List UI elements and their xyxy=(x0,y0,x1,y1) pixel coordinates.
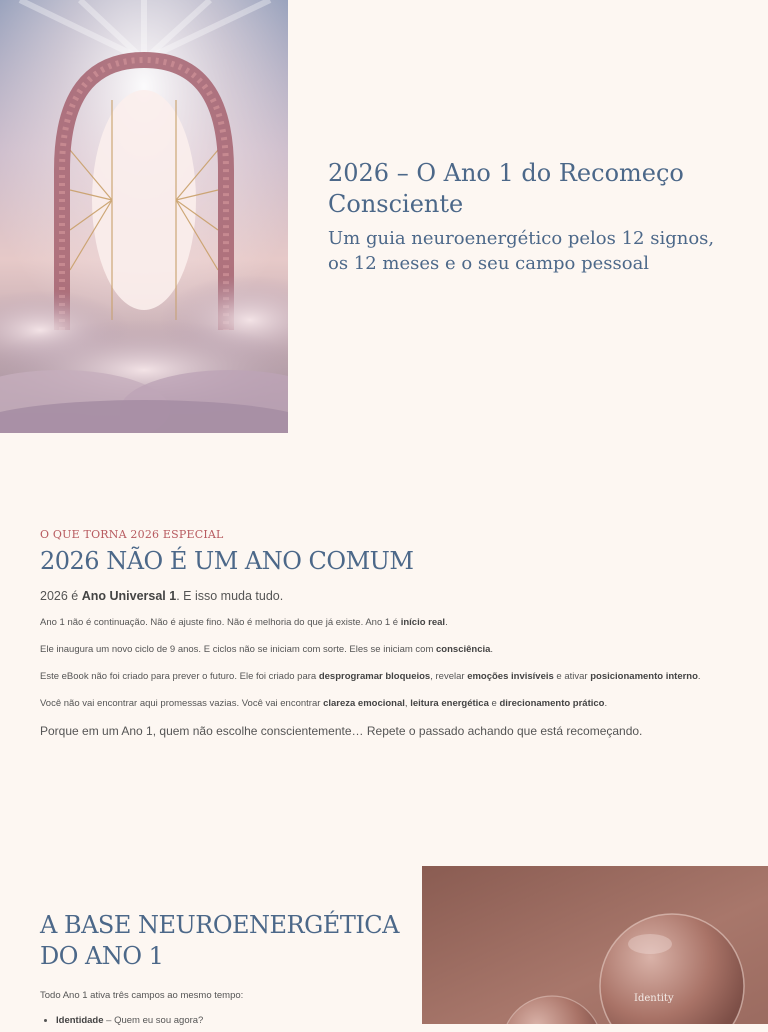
lead-paragraph: 2026 é Ano Universal 1. E isso muda tudo. xyxy=(40,589,284,603)
paragraph-2: Ele inaugura um novo ciclo de 9 anos. E ciclos não se iniciam com sorte. Eles se iniciam com consciência. xyxy=(40,644,494,655)
list-item: • Identidade – Quem eu sou agora? xyxy=(56,1015,400,1026)
base-heading: A BASE NEUROENERGÉTICA DO ANO 1 xyxy=(40,911,399,970)
cloud-arch-gate-image xyxy=(0,0,288,433)
special-section xyxy=(40,528,730,738)
base-bullets xyxy=(40,1015,400,1026)
hero-text xyxy=(328,158,738,276)
page-title: 2026 – O Ano 1 do Recomeço Consciente xyxy=(328,159,684,218)
base-section xyxy=(40,910,400,1032)
base-intro: Todo Ano 1 ativa três campos ao mesmo tempo: xyxy=(40,990,244,1001)
section-heading: 2026 NÃO É UM ANO COMUM xyxy=(40,547,414,575)
closing-paragraph: Porque em um Ano 1, quem não escolhe conscientemente… Repete o passado achando que está recomeçando. xyxy=(40,724,643,738)
paragraph-1: Ano 1 não é continuação. Não é ajuste fino. Não é melhoria do que já existe. Ano 1 é início real. xyxy=(40,617,448,628)
sphere-label: Identity xyxy=(634,993,674,1004)
paragraph-4: Você não vai encontrar aqui promessas vazias. Você vai encontrar clareza emocional, leitura energética e direcionamento prático. xyxy=(40,698,608,709)
glass-spheres-image xyxy=(422,866,768,1024)
paragraph-3: Este eBook não foi criado para prever o futuro. Ele foi criado para desprogramar bloqueios, revelar emoções invisíveis e ativar posicionamento interno. xyxy=(40,671,701,682)
section-eyebrow: O QUE TORNA 2026 ESPECIAL xyxy=(40,528,224,541)
page-subtitle: Um guia neuroenergético pelos 12 signos, os 12 meses e o seu campo pessoal xyxy=(328,228,715,274)
